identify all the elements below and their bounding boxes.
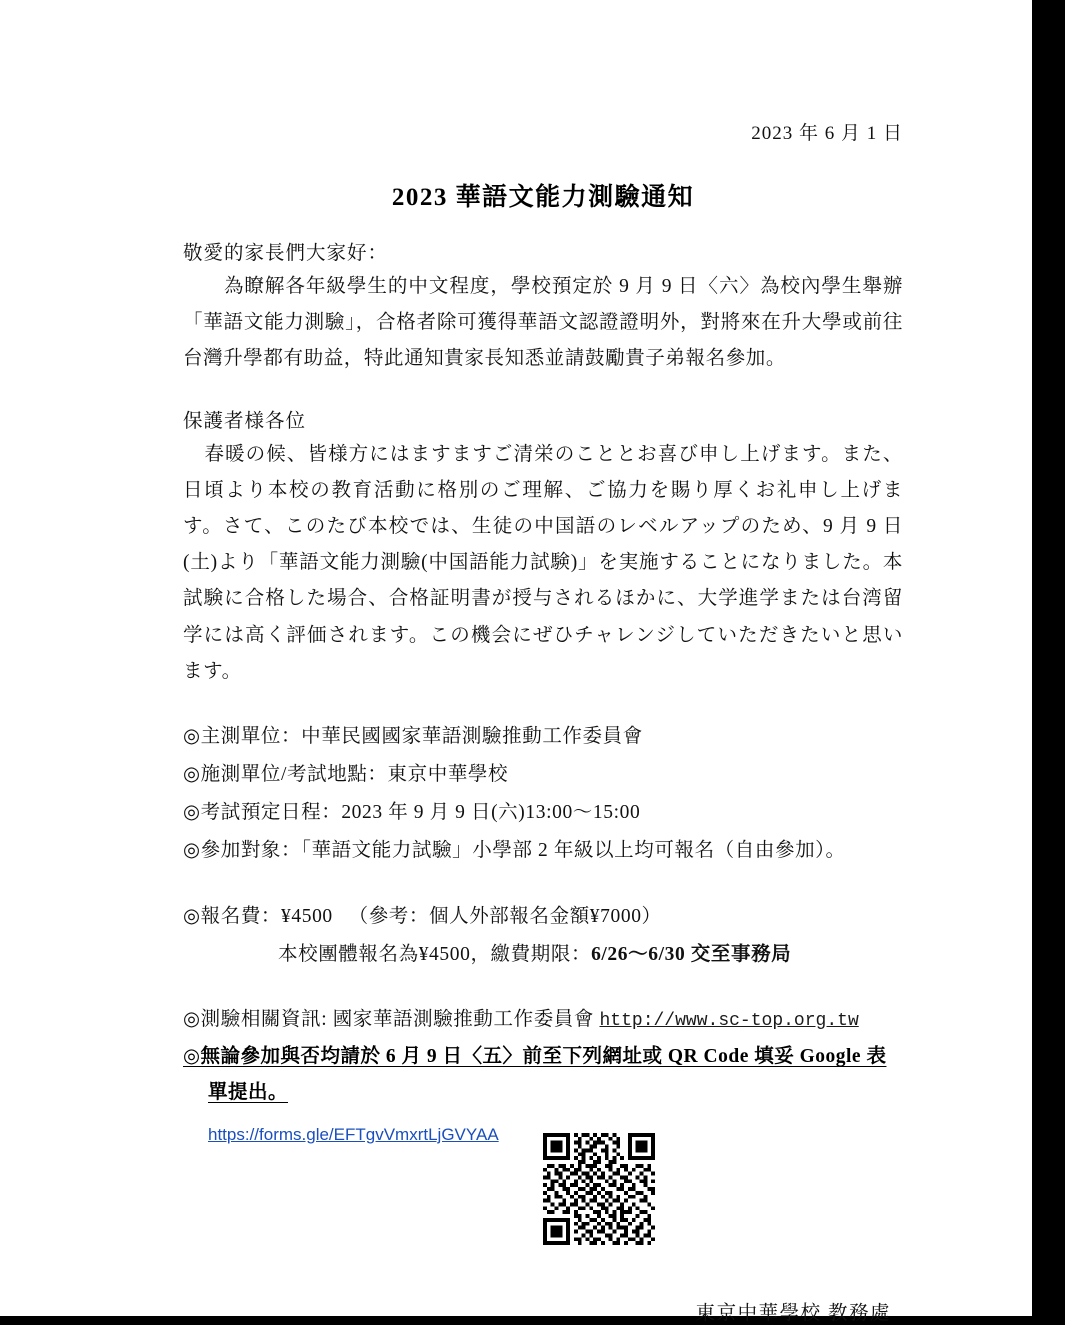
list-item: ◎主測單位：中華民國國家華語測驗推動工作委員會	[183, 725, 643, 747]
fee-detail-line	[183, 936, 903, 973]
salutation-chinese: 敬愛的家長們大家好：	[183, 243, 389, 264]
detail-list	[183, 718, 903, 870]
salutation-japanese: 保護者様各位	[183, 411, 307, 433]
page-title: 2023 華語文能力測驗通知	[391, 184, 695, 211]
body-paragraph-chinese: 為瞭解各年級學生的中文程度，學校預定於 9 月 9 日〈六〉為校內學生舉辦「華語文能力測驗」，合格者除可獲得華語文認證證明外，對將來在升大學或前往台灣升學都有助益，特此通知貴家長知悉並請鼓勵貴子弟報名參加。	[183, 276, 903, 370]
list-item: ◎施測單位/考試地點：東京中華學校	[183, 763, 509, 785]
fee-deadline: 6/26〜6/30 交至事務局	[591, 943, 792, 965]
fee-section	[183, 898, 903, 973]
page-edge-strip	[1032, 0, 1065, 1316]
fee-line: ◎報名費：¥4500 （參考：個人外部報名金額¥7000）	[183, 905, 662, 927]
document-content	[183, 0, 903, 1325]
emphasis-line-1: ◎無論參加與否均請於 6 月 9 日〈五〉前至下列網址或 QR Code 填妥 Google 表	[183, 1045, 887, 1067]
qr-code-block	[543, 1133, 655, 1245]
list-item: ◎參加對象：「華語文能力試驗」小學部 2 年級以上均可報名（自由參加）。	[183, 839, 846, 861]
info-line-text: ◎測驗相關資訊: 國家華語測驗推動工作委員會	[183, 1008, 595, 1030]
info-line	[183, 1001, 903, 1039]
emphasis-line-2: 單提出。	[208, 1081, 289, 1103]
qr-code-icon	[543, 1133, 655, 1245]
sc-top-website-link[interactable]: http://www.sc-top.org.tw	[599, 1010, 859, 1031]
google-form-link[interactable]: https://forms.gle/EFTgvVmxrtLjGVYAA	[208, 1124, 499, 1144]
fee-detail-prefix: 本校團體報名為¥4500，繳費期限：	[278, 943, 592, 965]
info-section	[183, 1001, 903, 1145]
list-item: ◎考試預定日程：2023 年 9 月 9 日(六)13:00〜15:00	[183, 801, 641, 823]
body-paragraph-japanese: 春暖の候、皆様方にはますますご清栄のこととお喜び申し上げます。また、日頃より本校の教育活動に格別のご理解、ご協力を賜り厚くお礼申し上げます。さて、このたび本校では、生徒の中国語のレベルアップのため、9 月 9 日(土)より「華語文能力測驗(中国語能力試験)」を実施することになりました。本試験に合格した場合、合格証明書が授与されるほかに、大学進学または台湾留学には高く評価されます。この機会にぜひチャレンジしていただきたいと思います。	[183, 444, 903, 682]
document-date: 2023 年 6 月 1 日	[751, 123, 903, 144]
signature-line: 東京中華學校 教務處	[695, 1302, 891, 1324]
